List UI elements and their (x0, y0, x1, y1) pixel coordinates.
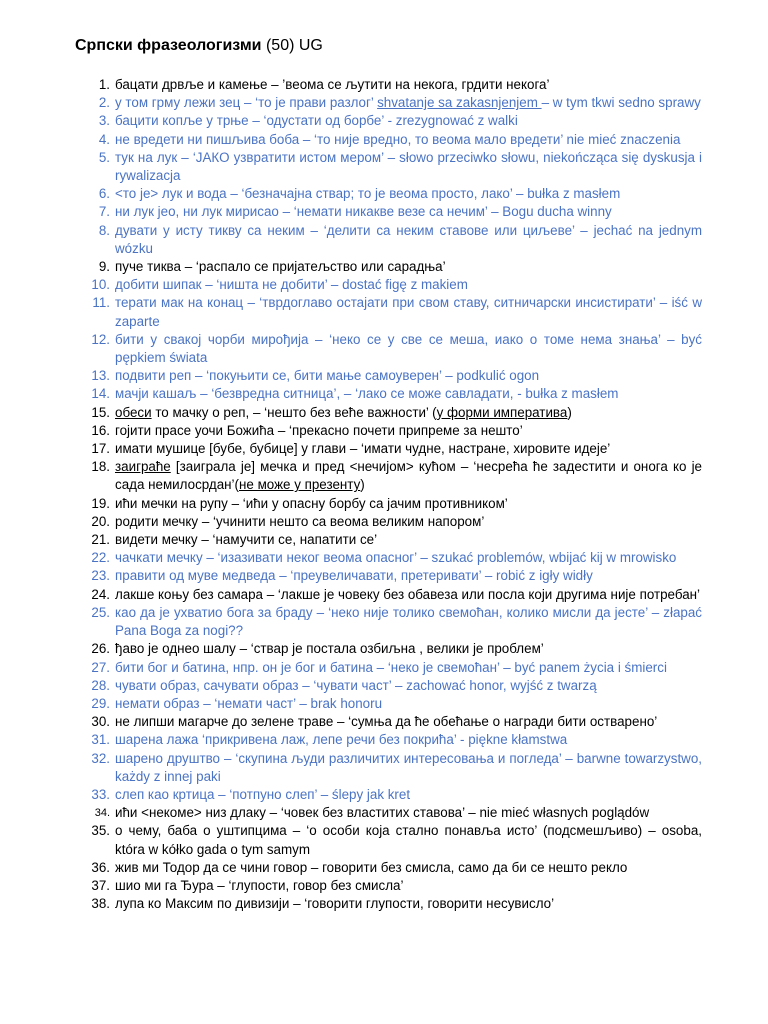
item-text: правити од муве медведа – ‘преувеличавати, претеривати’ – robić z igły widły (115, 568, 593, 584)
item-number: 19. (91, 495, 110, 511)
item-text: не липши магарче до зелене траве – ‘сумња да ће обећање о награди бити остварено’ (115, 714, 658, 730)
list-item (82, 513, 702, 531)
list-item (82, 822, 702, 858)
item-text: ићи <некоме> низ длаку – ‘човек без властитих ставова’ – nie mieć własnych poglądów (115, 805, 650, 821)
item-number: 24. (91, 586, 110, 602)
item-text: ни лук јео, ни лук мирисао – ‘немати никакве везе са нечим’ – Bogu ducha winny (115, 204, 612, 220)
list-item (82, 112, 702, 130)
item-text: добити шипак – ‘ништа не добити’ – dostać figę z makiem (115, 277, 468, 293)
list-item (82, 458, 702, 494)
list-item (82, 750, 702, 786)
list-item (82, 731, 702, 749)
item-text: не вредети ни пишљива боба – ‘то није вредно, то веома мало вредети’ nie mieć znaczenia (115, 131, 681, 147)
list-item (82, 695, 702, 713)
list-item (82, 567, 702, 585)
list-item (82, 385, 702, 403)
list-item (82, 149, 702, 185)
item-number: 21. (91, 532, 110, 548)
text-segment: ) (567, 404, 572, 420)
list-item (82, 131, 702, 149)
item-number: 31. (91, 732, 110, 748)
underlined-text: не може у презенту (239, 477, 361, 493)
list-item (82, 604, 702, 640)
text-segment: [заиграла је] мечка и пред <нечијом> кућом – ‘несрећа ће задестити и онога ко је сада немилосрдан’( (115, 459, 702, 493)
item-number: 35. (91, 823, 110, 839)
list-item (82, 877, 702, 895)
item-text: шио ми га Ђура – ‘глупости, говор без смисла’ (115, 877, 404, 893)
item-number: 14. (91, 386, 110, 402)
list-item (82, 549, 702, 567)
text-segment: ) (360, 477, 365, 493)
item-text: ићи мечки на рупу – ‘ићи у опасну борбу са јачим противником’ (115, 495, 508, 511)
item-text: као да је ухватио бога за браду – ‘неко није толико свемоћан, колико мисли да јесте’ – złapać Pana Boga za nogi?? (115, 604, 702, 639)
list-item (82, 659, 702, 677)
list-item (82, 495, 702, 513)
item-number: 27. (91, 659, 110, 675)
underlined-text: shvatanje sa zakasnjenjem (377, 95, 542, 111)
item-number: 2. (98, 95, 110, 111)
item-text: тук на лук – ‘ЈАКО узвратити истом мером’ – słowo przeciwko słowu, niekończąca się dyskusja i rywalizacja (115, 149, 702, 184)
item-text: шарено друштво – ‘скупина људи различитих интересовања и погледа’ – barwne towarzystwo, każdy z innej paki (115, 750, 702, 784)
item-number: 36. (91, 859, 110, 875)
item-text: шарена лажа ‘прикривена лаж, лепе речи без покрића’ - piękne kłamstwa (115, 732, 568, 748)
phrase-list (82, 76, 702, 913)
item-text: дувати у исту тикву са неким – ‘делити са неким ставове или циљеве’ – jechać na jednym wózku (115, 222, 702, 256)
text-segment: – w tym tkwi sedno sprawy (541, 95, 701, 111)
list-item (82, 222, 702, 258)
item-number: 29. (91, 695, 110, 711)
text-segment: у том грму лежи зец – ‘то је прави разлог’ (115, 95, 378, 111)
item-number: 8. (98, 222, 110, 238)
list-item (82, 404, 702, 422)
underlined-text: заиграће (115, 459, 171, 475)
item-text: о чему, баба о уштипцима – ‘о особи која стално понавља исто’ (подсмешљиво) – osoba, która w kółko gada o tym samym (115, 823, 702, 857)
list-item (82, 804, 702, 822)
item-text: мачји кашаљ – ‘безвредна ситница’, – ‘лако се може савладати, - bułka z masłem (115, 386, 619, 402)
item-text: ђаво је однео шалу – ‘ствар је постала озбиљна , велики је проблем’ (115, 641, 544, 657)
underlined-text: у форми императива (436, 404, 568, 420)
list-item (82, 203, 702, 221)
item-number: 9. (98, 259, 110, 275)
list-item (82, 422, 702, 440)
item-number: 38. (91, 896, 110, 912)
item-text: лакше коњу без самара – ‘лакше је човеку без обавеза или посла који другима није потребан’ (115, 586, 701, 602)
item-text (115, 404, 702, 422)
item-number: 28. (91, 677, 110, 693)
item-number: 4. (98, 131, 110, 147)
list-item (82, 367, 702, 385)
item-text: <то је> лук и вода – ‘безначајна ствар; то је веома просто, лако’ – bułka z masłem (115, 186, 621, 202)
item-number: 25. (91, 604, 110, 620)
item-text: чувати образ, сачувати образ – ‘чувати част’ – zachować honor, wyjść z twarzą (115, 677, 597, 693)
list-item (82, 258, 702, 276)
list-item (82, 276, 702, 294)
text-segment: то мачку о реп, – ‘нешто без веће важности’ ( (151, 404, 437, 420)
item-number: 26. (91, 641, 110, 657)
item-number: 7. (98, 204, 110, 220)
item-number: 22. (91, 550, 110, 566)
item-text (115, 458, 702, 494)
item-number: 6. (98, 186, 110, 202)
list-item (82, 531, 702, 549)
list-item (82, 76, 702, 94)
list-item (82, 786, 702, 804)
item-text (115, 94, 702, 112)
item-text: бацити копље у трње – ‘одустати од борбе’ - zrezygnować z walki (115, 113, 518, 129)
item-number: 23. (91, 568, 110, 584)
title-rest: (50) UG (261, 37, 323, 54)
list-item (82, 185, 702, 203)
item-number: 17. (91, 441, 110, 457)
list-item (82, 94, 702, 112)
list-item (82, 586, 702, 604)
item-text: подвити реп – ‘покуњити се, бити мање самоуверен’ – podkulić ogon (115, 368, 540, 384)
item-number: 5. (98, 149, 110, 165)
item-text: немати образ – ‘немати част’ – brak honoru (115, 695, 383, 711)
list-item (82, 713, 702, 731)
item-text: родити мечку – ‘учинити нешто са веома великим напором’ (115, 513, 485, 529)
item-number: 12. (91, 331, 110, 347)
list-item (82, 859, 702, 877)
item-text: лупа ко Максим по дивизији – ‘говорити глупости, говорити несувисло’ (115, 896, 555, 912)
item-text: гојити прасе уочи Божића – ‘прекасно почети припреме за нешто’ (115, 422, 523, 438)
title-bold: Српски фразеологизми (75, 37, 262, 54)
item-text: бити бог и батина, нпр. он је бог и батина – ‘неко је свемоћан’ – być panem życia i śmierci (115, 659, 667, 675)
list-item (82, 895, 702, 913)
document-title (75, 36, 323, 56)
item-number: 34. (94, 807, 110, 820)
item-text: видети мечку – ‘намучити се, напатити се’ (115, 532, 378, 548)
item-number: 15. (91, 404, 110, 420)
item-number: 1. (98, 77, 110, 92)
item-text: бацати дрвље и камење – ’веома се љутити на некога, грдити некога’ (115, 77, 550, 92)
list-item (82, 677, 702, 695)
item-text: чачкати мечку – ‘изазивати неког веома опасног’ – szukać problemów, wbijać kij w mrowisko (115, 550, 677, 566)
list-item (82, 331, 702, 367)
item-text: бити у свакој чорби мирођија – ‘неко се у све се меша, иако о томе нема знања’ – być pępkiem świata (115, 331, 702, 366)
item-number: 11. (92, 295, 110, 311)
item-number: 30. (91, 714, 110, 730)
item-text: слеп као кртица – ‘потпуно слеп’ – ślepy jak kret (115, 786, 411, 802)
list-item (82, 640, 702, 658)
item-number: 13. (91, 368, 110, 384)
item-number: 32. (91, 750, 110, 766)
item-number: 3. (98, 113, 110, 129)
item-text: терати мак на конац – ‘тврдоглаво остајати при свом ставу, ситничарски инсистирати’ – iść w zaparte (115, 295, 702, 329)
item-text: жив ми Тодор да се чини говор – говорити без смисла, само да би се нешто рекло (115, 859, 628, 875)
underlined-text: обеси (115, 404, 152, 420)
item-text: имати мушице [бубе, бубице] у глави – ‘имати чудне, настране, хировите идеје’ (115, 441, 611, 457)
item-number: 10. (91, 277, 110, 293)
list-item (82, 440, 702, 458)
item-number: 20. (91, 513, 110, 529)
list-item (82, 294, 702, 330)
item-number: 37. (91, 877, 110, 893)
item-text: пуче тиква – ‘распало се пријатељство или сарадња’ (115, 259, 446, 275)
item-number: 33. (91, 786, 110, 802)
item-number: 18. (91, 459, 110, 475)
item-number: 16. (91, 422, 110, 438)
